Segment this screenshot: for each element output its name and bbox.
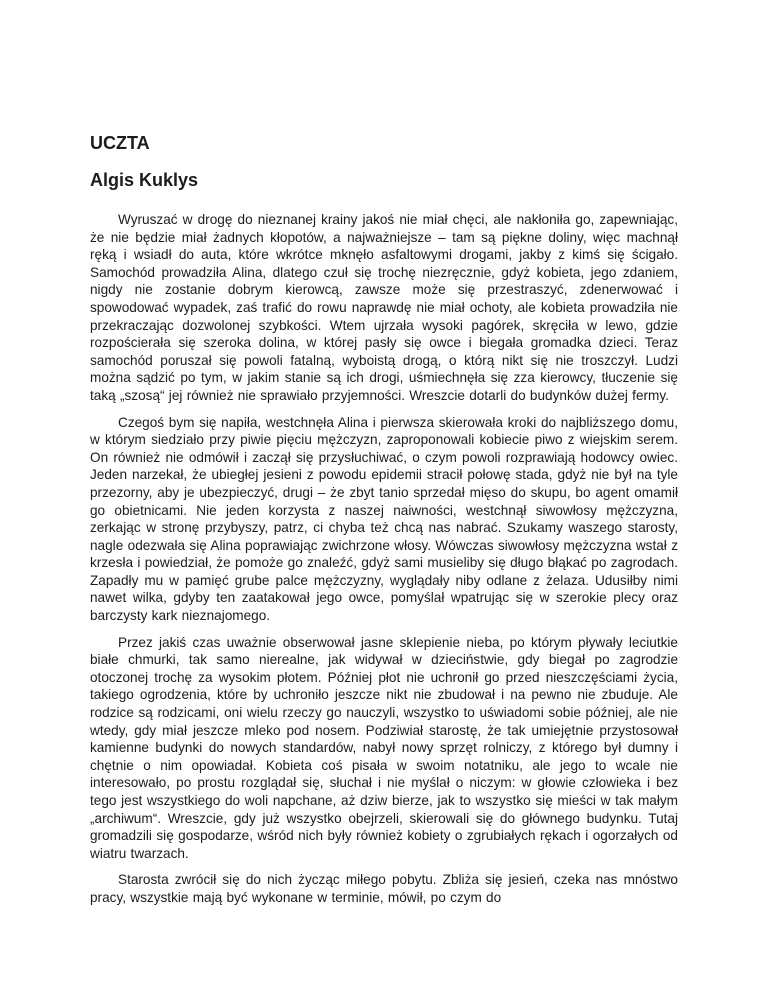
document-author: Algis Kuklys (90, 170, 199, 190)
document-body (90, 211, 678, 907)
paragraph-2: Czegoś bym się napiła, westchnęła Alina i pierwsza skierowała kroki do najbliższego domu, w którym siedziało przy piwie pięciu mężczyzn, zaproponowali kobiecie piwo z wiejskim serem. On również nie odmówił i zaczął się przysłuchiwać, o czym powoli rozprawiają hodowcy owiec. Jeden narzekał, że ubiegłej jesieni z powodu epidemii stracił połowę stada, gdyż nie był na tyle przezorny, aby je ubezpieczyć, drugi – że zbyt tanio sprzedał mięso do skupu, bo agent omamił go obietnicami. Nie jeden korzysta z naszej naiwności, westchnął siwowłosy mężczyzna, zerkając w stronę przybyszy, patrz, ci chyba też chcą nas nabrać. Szukamy waszego starosty, nagle odezwała się Alina poprawiając zwichrzone włosy. Wówczas siwowłosy mężczyzna wstał z krzesła i powiedział, że pomoże go znaleźć, gdyż sami musieliby się długo błąkać po zagrodach. Zapadły mu w pamięć grube palce mężczyzny, wyglądały niby odlane z żelaza. Udusiłby nimi nawet wilka, gdyby ten zaatakował jego owce, pomyślał wpatrując się w szerokie plecy oraz barczysty kark nieznajomego. (90, 414, 678, 624)
paragraph-4: Starosta zwrócił się do nich życząc miłego pobytu. Zbliża się jesień, czeka nas mnóstwo pracy, wszystkie mają być wykonane w terminie, mówił, po czym do (90, 872, 678, 905)
document-title: UCZTA (90, 133, 150, 153)
paragraph-3: Przez jakiś czas uważnie obserwował jasne sklepienie nieba, po którym pływały leciutkie białe chmurki, tak samo nierealne, jak widywał w dzieciństwie, gdy biegał po zagrodzie otoczonej trochę za wysokim płotem. Później płot nie uchronił go przed nieszczęściami życia, takiego ogrodzenia, które by uchroniło jeszcze nikt nie zbudował i na pewno nie zbuduje. Ale rodzice są rodzicami, oni wielu rzeczy go nauczyli, wszystko to uświadomi sobie później, ale nie wtedy, gdy miał jeszcze mleko pod nosem. Podziwiał starostę, że tak umiejętnie przystosował kamienne budynki do nowych standardów, nabył nowy sprzęt rolniczy, z którego był dumny i chętnie o nim opowiadał. Kobieta coś pisała w swoim notatniku, ale jego to wcale nie interesowało, po prostu rozglądał się, słuchał i nie myślał o niczym: w głowie człowieka i bez tego jest wszystkiego do woli napchane, aż dziw bierze, jak to wszystko się mieści w tak małym „archiwum“. Wreszcie, gdy już wszystko obejrzeli, skierowali się do głównego budynku. Tutaj gromadzili się gospodarze, wśród nich były również kobiety o zgrubiałych rękach i ogorzałych od wiatru twarzach. (90, 634, 678, 861)
paragraph-1: Wyruszać w drogę do nieznanej krainy jakoś nie miał chęci, ale nakłoniła go, zapewniając, że nie będzie miał żadnych kłopotów, a najważniejsze – tam są piękne doliny, więc machnął ręką i wsiadł do auta, które wkrótce mknęło asfaltowymi drogami, jakby z kimś się ścigało. Samochód prowadziła Alina, dlatego czuł się trochę niezręcznie, gdyż kobieta, jego zdaniem, nigdy nie zostanie dobrym kierowcą, zawsze może się przestraszyć, zdenerwować i spowodować wypadek, zaś trafić do rowu naprawdę nie miał ochoty, ale kobieta prowadziła nie przekraczając dozwolonej szybkości. Wtem ujrzała wysoki pagórek, skręciła w lewo, gdzie rozpościerała się szeroka dolina, w której pasły się owce i biegała gromadka dzieci. Teraz samochód poruszał się powoli fatalną, wyboistą drogą, o którą nikt się nie troszczył. Ludzi można sądzić po tym, w jakim stanie są ich drogi, uśmiechnęła się zza kierowcy, tłuczenie się taką „szosą“ jej również nie sprawiało przyjemności. Wreszcie dotarli do budynków dużej fermy. (90, 212, 678, 403)
